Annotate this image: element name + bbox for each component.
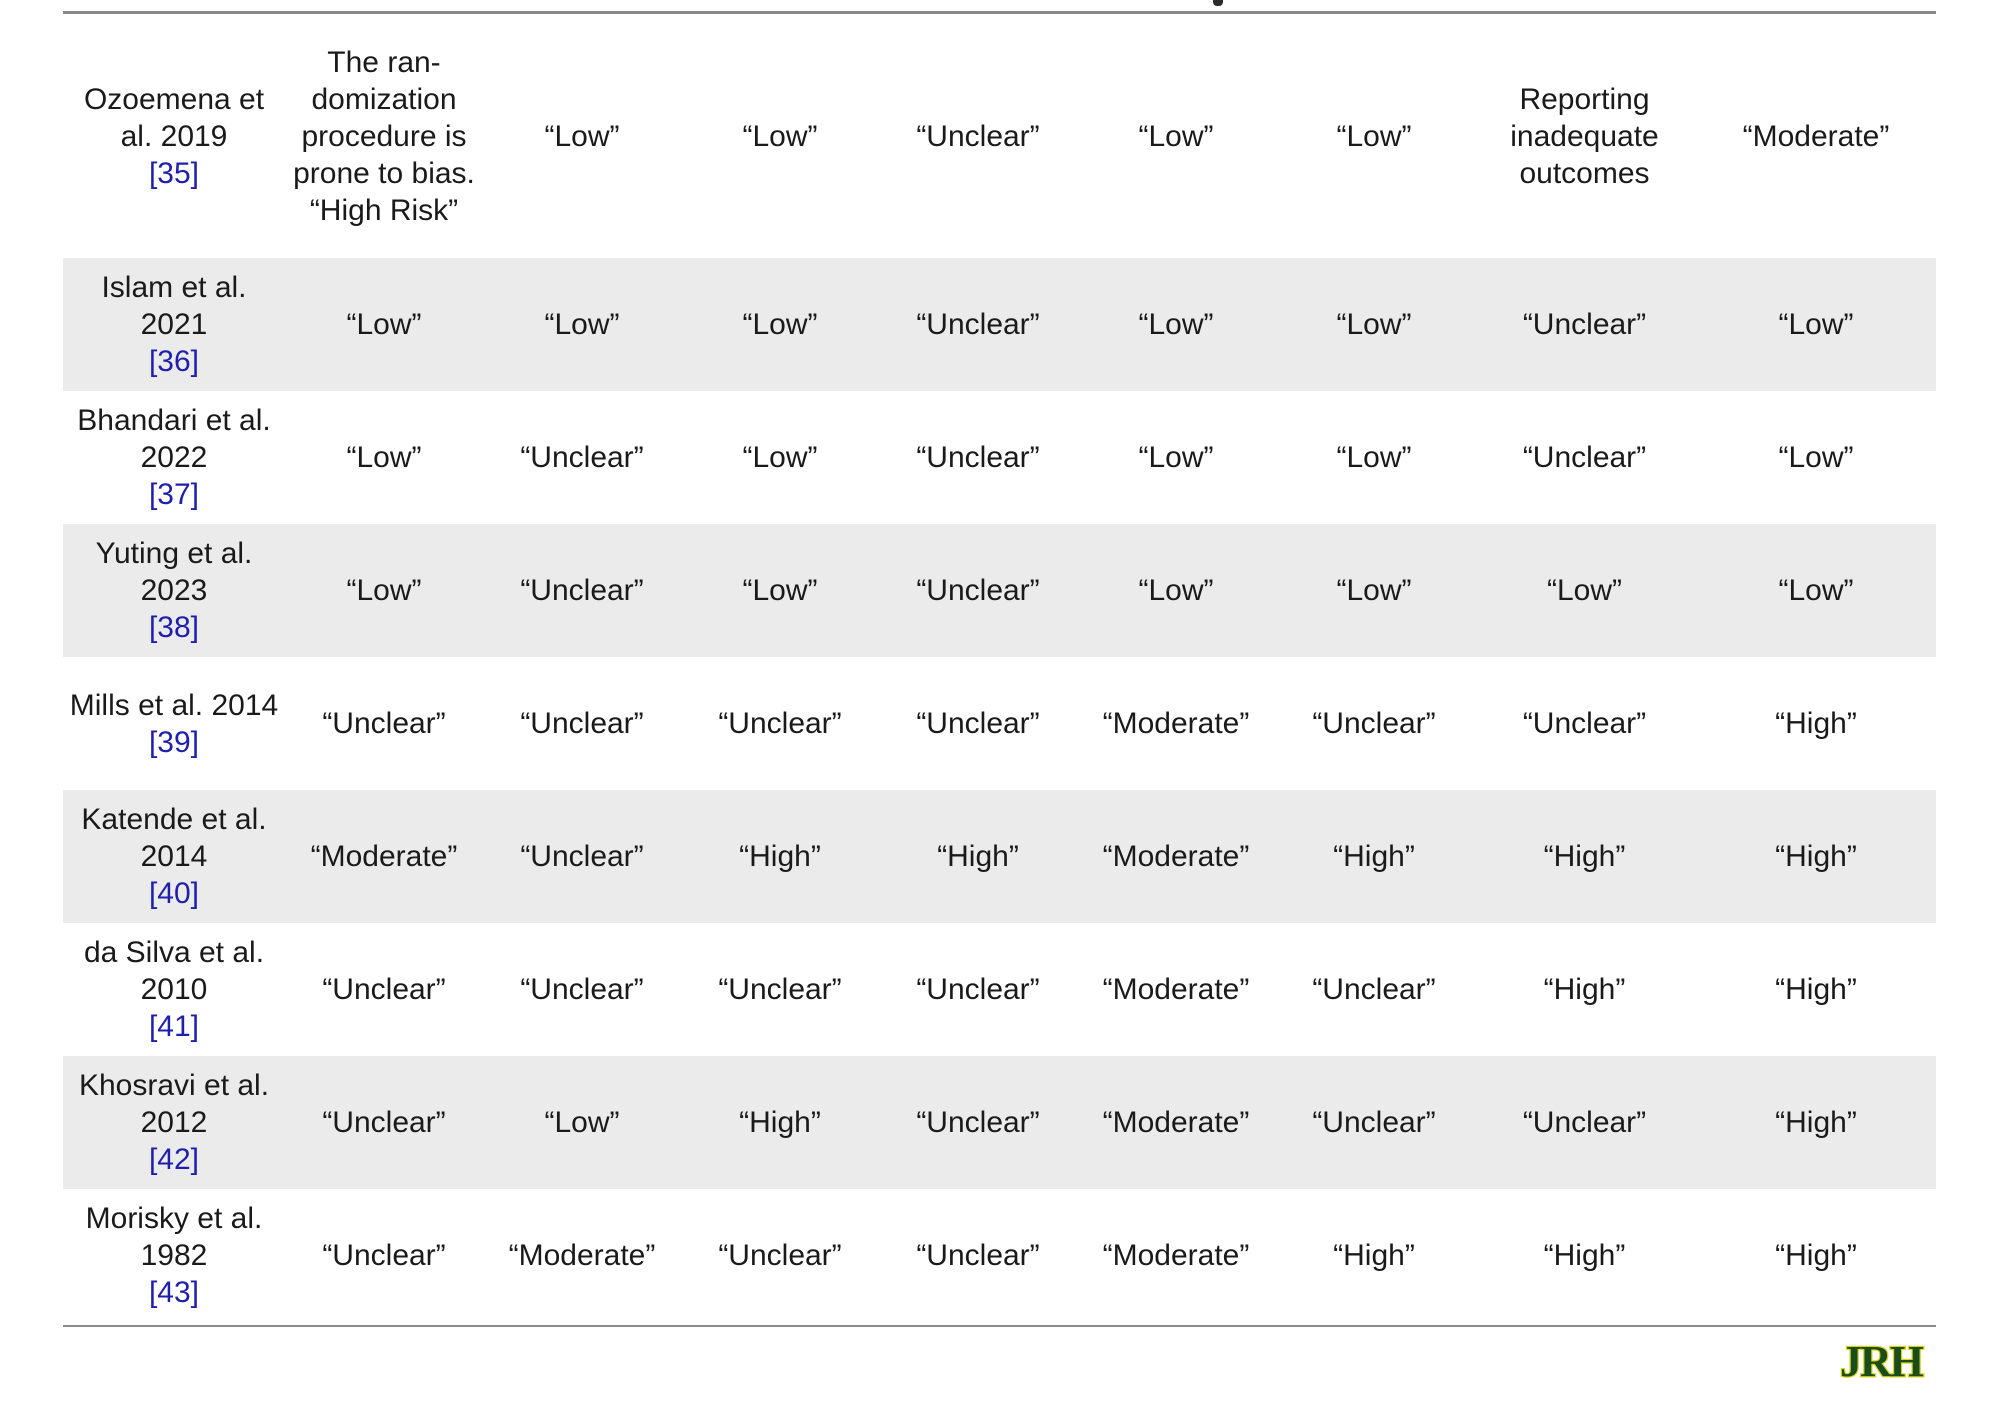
study-cell xyxy=(63,524,285,657)
risk-rating-cell: “Low” xyxy=(742,441,818,474)
risk-rating-cell: “High” xyxy=(1333,1239,1415,1272)
risk-rating-cell: “Moderate” xyxy=(508,1239,656,1272)
risk-rating-cell: “Moderate” xyxy=(1077,1056,1275,1189)
risk-rating-cell: “Unclear” xyxy=(1473,1056,1696,1189)
risk-rating-cell: “Low” xyxy=(681,524,879,657)
risk-rating-cell: “Unclear” xyxy=(1312,973,1436,1006)
risk-rating-cell: “Low” xyxy=(346,441,422,474)
risk-rating-cell: “Moderate” xyxy=(285,790,483,923)
risk-rating-cell: “Unclear” xyxy=(1522,441,1647,474)
risk-rating-cell: “Moderate” xyxy=(1077,790,1275,923)
risk-rating-cell: “Low” xyxy=(285,258,483,391)
risk-rating-cell: “Low” xyxy=(285,524,483,657)
study-name: da Silva et al. 2010 xyxy=(83,936,265,1006)
risk-rating-cell: “Low” xyxy=(1696,258,1936,391)
risk-rating-cell: “High” xyxy=(1543,973,1626,1006)
study-name: Yuting et al. 2023 xyxy=(95,537,253,607)
reference-link[interactable]: [43] xyxy=(148,1276,200,1309)
risk-rating-cell: “Moderate” xyxy=(1102,707,1250,740)
risk-rating-cell: “Low” xyxy=(544,119,620,153)
risk-rating-cell: “Low” xyxy=(483,258,681,391)
journal-logo xyxy=(1824,1340,1938,1384)
table-bottom-rule xyxy=(63,1325,1936,1327)
study-name: Katende et al. 2014 xyxy=(81,803,267,873)
risk-rating-cell: “Moderate” xyxy=(1102,973,1250,1006)
risk-rating-cell: “Unclear” xyxy=(520,441,644,474)
table-row xyxy=(63,391,1936,524)
risk-rating-cell: “Low” xyxy=(1138,119,1214,153)
risk-rating-cell: “Low” xyxy=(1336,119,1412,153)
risk-rating-cell: “Unclear” xyxy=(322,707,446,740)
study-cell xyxy=(63,1189,285,1322)
risk-rating-cell: “Unclear” xyxy=(1473,258,1696,391)
risk-rating-cell: “High” xyxy=(1696,790,1936,923)
table-row xyxy=(63,1189,1936,1322)
risk-rating-cell: “Low” xyxy=(1336,441,1412,474)
risk-rating-cell: “High” xyxy=(1775,1239,1857,1272)
reference-link[interactable]: [37] xyxy=(148,478,200,511)
risk-rating-cell: “High” xyxy=(1275,790,1473,923)
risk-rating-cell: “Low” xyxy=(483,1056,681,1189)
risk-rating-cell: Reporting inadequate outcomes xyxy=(1510,82,1659,190)
study-name: Morisky et al. 1982 xyxy=(85,1202,263,1272)
risk-rating-cell: “Low” xyxy=(1275,524,1473,657)
study-name: Islam et al. 2021 xyxy=(101,271,247,341)
risk-rating-cell: “Low” xyxy=(1077,258,1275,391)
risk-rating-cell: “Unclear” xyxy=(916,119,1040,153)
risk-rating-cell: “Unclear” xyxy=(520,707,644,740)
risk-rating-cell: “Unclear” xyxy=(916,973,1040,1006)
risk-rating-cell: “Unclear” xyxy=(483,790,681,923)
reference-link[interactable]: [39] xyxy=(148,725,200,759)
reference-link[interactable]: [35] xyxy=(148,156,200,190)
risk-rating-cell: “Unclear” xyxy=(322,1239,446,1272)
risk-rating-cell: “High” xyxy=(1473,790,1696,923)
table-row xyxy=(63,524,1936,657)
top-edge-mark xyxy=(1213,0,1223,6)
study-cell xyxy=(63,14,285,258)
study-cell xyxy=(63,1056,285,1189)
risk-rating-cell: “High” xyxy=(879,790,1077,923)
risk-rating-cell: “Unclear” xyxy=(718,1239,842,1272)
risk-rating-cell: “Unclear” xyxy=(520,973,644,1006)
risk-rating-cell: “Moderate” xyxy=(1102,1239,1250,1272)
risk-rating-cell: “High” xyxy=(681,1056,879,1189)
risk-rating-cell: “Low” xyxy=(1473,524,1696,657)
table-body xyxy=(63,14,1936,1322)
risk-rating-cell: “High” xyxy=(1696,1056,1936,1189)
study-name: Khosravi et al. 2012 xyxy=(78,1069,270,1139)
risk-rating-cell: The ran-domization procedure is prone to bias. “High Risk” xyxy=(293,45,475,227)
risk-rating-cell: “Unclear” xyxy=(916,707,1040,740)
risk-rating-cell: “High” xyxy=(1543,1239,1626,1272)
study-cell xyxy=(63,923,285,1056)
risk-rating-cell: “Low” xyxy=(1077,524,1275,657)
risk-of-bias-table xyxy=(63,14,1936,1322)
table-row xyxy=(63,790,1936,923)
study-cell xyxy=(63,391,285,524)
study-cell xyxy=(63,657,285,790)
table-row xyxy=(63,1056,1936,1189)
risk-rating-cell: “Unclear” xyxy=(1275,1056,1473,1189)
risk-rating-cell: “Unclear” xyxy=(1312,707,1436,740)
risk-rating-cell: “Low” xyxy=(1275,258,1473,391)
risk-rating-cell: “Unclear” xyxy=(879,524,1077,657)
risk-rating-cell: “Unclear” xyxy=(916,1239,1040,1272)
table-row xyxy=(63,14,1936,258)
reference-link[interactable]: [42] xyxy=(148,1143,200,1176)
risk-rating-cell: “High” xyxy=(1775,707,1857,740)
reference-link[interactable]: [36] xyxy=(148,345,200,378)
study-name: Ozoemena et al. 2019 xyxy=(83,82,265,153)
risk-rating-cell: “Unclear” xyxy=(916,441,1040,474)
reference-link[interactable]: [38] xyxy=(148,611,200,644)
risk-rating-cell: “Unclear” xyxy=(322,973,446,1006)
risk-rating-cell: “Unclear” xyxy=(879,258,1077,391)
risk-rating-cell: “Unclear” xyxy=(879,1056,1077,1189)
risk-rating-cell: “Unclear” xyxy=(718,707,842,740)
risk-rating-cell: “Unclear” xyxy=(718,973,842,1006)
risk-rating-cell: “High” xyxy=(1775,973,1857,1006)
table-row xyxy=(63,923,1936,1056)
risk-rating-cell: “Low” xyxy=(742,119,818,153)
study-cell xyxy=(63,790,285,923)
risk-rating-cell: “Unclear” xyxy=(285,1056,483,1189)
study-name: Mills et al. 2014 xyxy=(69,688,279,722)
risk-rating-cell: “Unclear” xyxy=(483,524,681,657)
risk-rating-cell: “High” xyxy=(681,790,879,923)
risk-rating-cell: “Low” xyxy=(1778,441,1854,474)
risk-rating-cell: “Low” xyxy=(681,258,879,391)
reference-link[interactable]: [40] xyxy=(148,877,200,910)
table-row xyxy=(63,258,1936,391)
logo-text: JRH xyxy=(1840,1340,1922,1384)
reference-link[interactable]: [41] xyxy=(148,1010,200,1043)
risk-rating-cell: “Moderate” xyxy=(1742,119,1890,153)
risk-rating-cell: “Low” xyxy=(1138,441,1214,474)
study-cell xyxy=(63,258,285,391)
risk-rating-cell: “Unclear” xyxy=(1522,707,1647,740)
risk-rating-cell: “Low” xyxy=(1696,524,1936,657)
table-row xyxy=(63,657,1936,790)
study-name: Bhandari et al. 2022 xyxy=(77,404,271,474)
